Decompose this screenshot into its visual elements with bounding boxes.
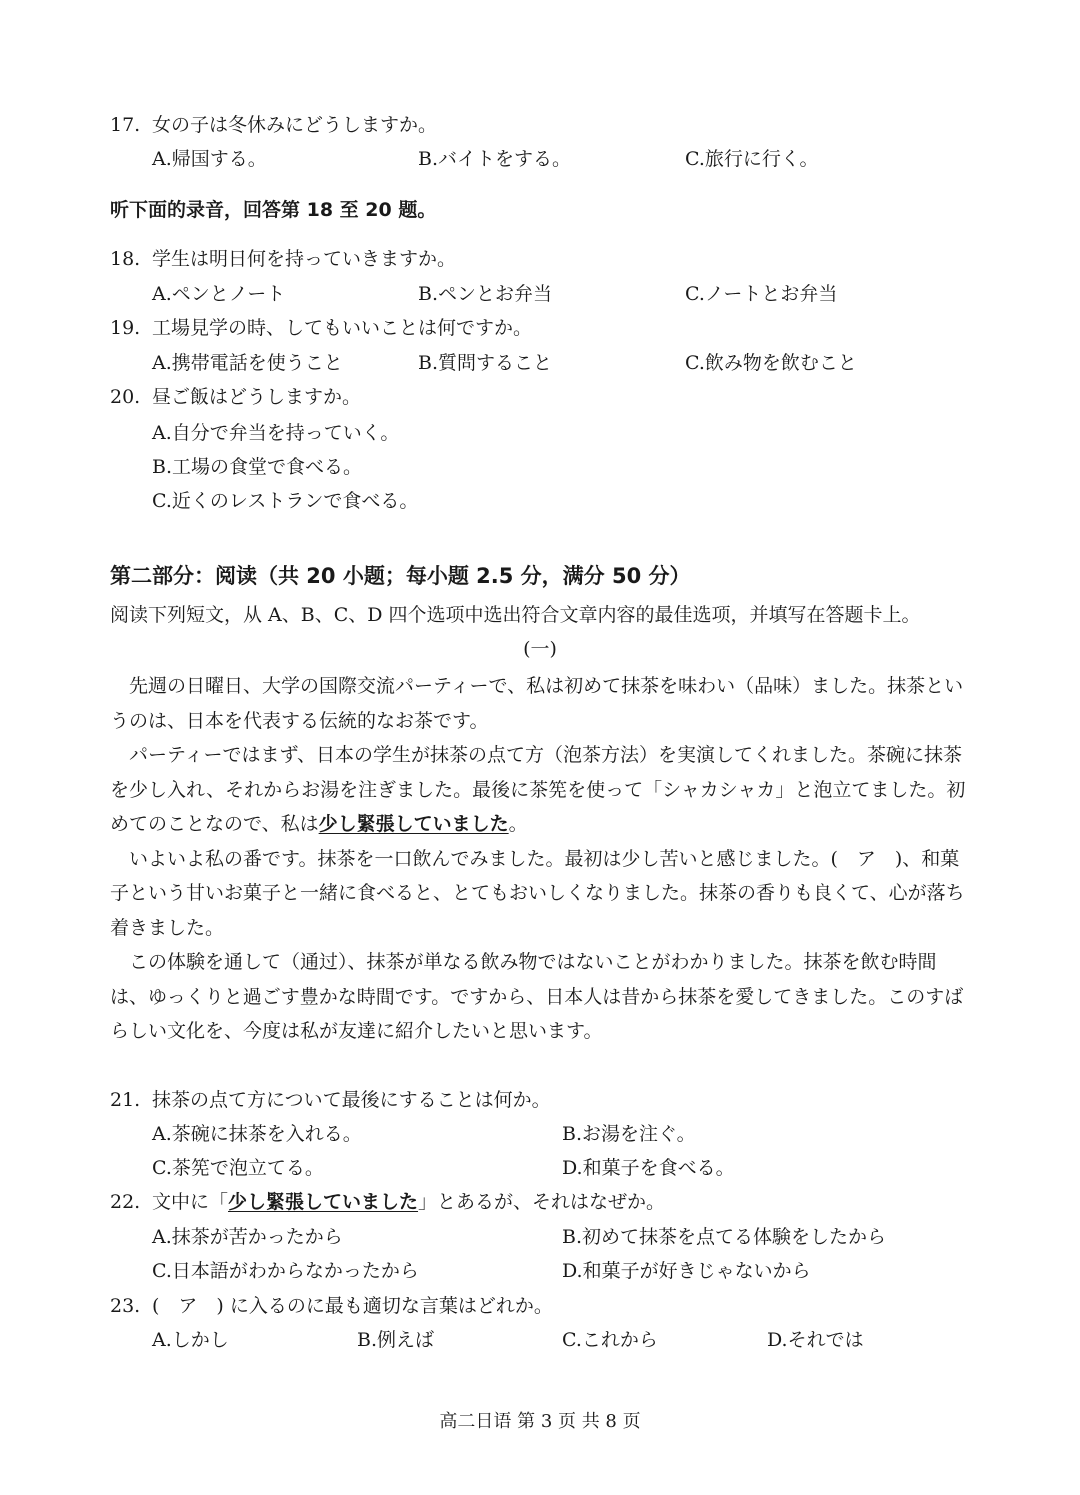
option-c: C.日本語がわからなかったから [152,1260,419,1282]
question-stem [152,1189,665,1215]
option-a: A.抹茶が苦かったから [152,1226,343,1248]
passage-paragraph [110,738,972,842]
passage-paragraph: 先週の日曜日、大学の国際交流パーティーで、私は初めて抹茶を味わい（品味）ました。抹茶というのは、日本を代表する伝統的なお茶です。 [110,675,964,732]
question-number: 22. [110,1191,141,1213]
passage-paragraph: この体験を通して（通过）、抹茶が単なる飲み物ではないことがわかりました。抹茶を飲む時間は、ゆっくりと過ごす豊かな時間です。ですから、日本人は昔から抹茶を愛してきました。このすばらしい文化を、今度は私が友達に紹介したいと思います。 [110,951,964,1042]
option-c: C.近くのレストランで食べる。 [152,490,419,512]
option-c: C.ノートとお弁当 [685,283,838,305]
option-b: B.質問すること [418,352,553,374]
option-a: A.自分で弁当を持っていく。 [152,422,400,444]
option-a: A.しかし [152,1329,229,1351]
question-number: 21. [110,1089,141,1111]
page-footer: 高二日语 第 3 页 共 8 页 [439,1411,641,1432]
passage-paragraph: いよいよ私の番です。抹茶を一口飲んでみました。最初は少し苦いと感じました。( ア )、和菓子という甘いお菓子と一緒に食べると、とてもおいしくなりました。抹茶の香りも良くて、心が落ち着きました。 [110,847,965,939]
question-number: 20. [110,386,141,408]
option-c: C.旅行に行く。 [685,148,819,170]
question-number: 18. [110,248,141,270]
option-b: B.ペンとお弁当 [418,283,553,305]
option-d: D.和菓子が好きじゃないから [562,1260,811,1282]
option-a: A.茶碗に抹茶を入れる。 [152,1123,362,1145]
question-number: 23. [110,1295,141,1317]
option-b: B.初めて抹茶を点てる体験をしたから [562,1226,887,1248]
question-stem: 女の子は冬休みにどうしますか。 [152,114,438,136]
section-instruction: 阅读下列短文，从 A、B、C、D 四个选项中选出符合文章内容的最佳选项，并填写在答题卡上。 [110,604,921,626]
option-a: A.ペンとノート [152,283,286,305]
option-b: B.バイトをする。 [418,148,572,170]
underlined-phrase: 少し緊張していました [318,813,509,835]
paragraph-text: パーティーではまず、日本の学生が抹茶の点て方（泡茶方法）を実演してくれました。茶碗に抹茶を少し入れ、それからお湯を注ぎました。最後に茶筅を使って「シャカシャカ」と泡立てました。初めてのことなので、私は [110,744,966,835]
listening-instruction: 听下面的录音，回答第 18 至 20 题。 [110,199,437,221]
question-stem: 学生は明日何を持っていきますか。 [152,248,457,270]
underlined-phrase: 少し緊張していました [228,1191,419,1213]
option-c: C.飲み物を飲むこと [685,352,857,374]
option-c: C.これから [562,1329,658,1351]
section-title: 第二部分：阅读（共 20 小题；每小题 2.5 分，满分 50 分） [110,564,691,588]
option-b: B.例えば [357,1329,435,1351]
question-number: 17. [110,114,141,136]
question-stem: 抹茶の点て方について最後にすることは何か。 [152,1089,551,1111]
option-b: B.お湯を注ぐ。 [562,1123,696,1145]
option-d: D.それでは [767,1329,864,1351]
option-d: D.和菓子を食べる。 [562,1157,735,1179]
option-a: A.携帯電話を使うこと [152,352,343,374]
question-number: 19. [110,317,141,339]
option-b: B.工場の食堂で食べる。 [152,456,363,478]
question-stem: ( ア ) に入るのに最も適切な言葉はどれか。 [152,1295,553,1317]
option-a: A.帰国する。 [152,148,267,170]
paragraph-text: 。 [508,813,528,835]
question-stem: 昼ご飯はどうしますか。 [152,386,362,408]
option-c: C.茶筅で泡立てる。 [152,1157,324,1179]
reading-passage [110,669,972,1049]
stem-text: 文中に「 [152,1191,229,1213]
question-stem: 工場見学の時、してもいいことは何ですか。 [152,317,533,339]
passage-label: (一) [523,638,557,660]
stem-text: 」とあるが、それはなぜか。 [418,1191,666,1213]
